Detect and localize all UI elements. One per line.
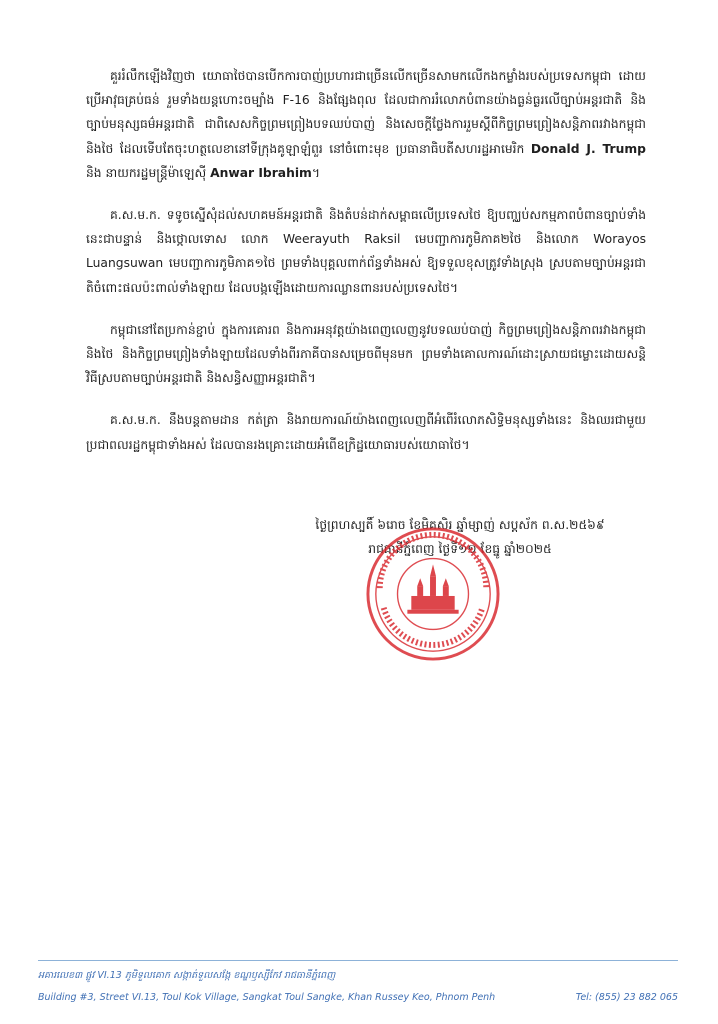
paragraph [86, 203, 646, 300]
paragraph-text: ។ [311, 165, 320, 180]
paragraph [86, 64, 646, 185]
footer-address-en: Building #3, Street VI.13, Toul Kok Village, Sangkat Toul Sangke, Khan Russey Keo, Phnom Penh [38, 992, 496, 1003]
bold-name-text: Anwar Ibrahim [210, 165, 312, 180]
paragraph-text: គ.ស.ម.ក. នឹងបន្តតាមដាន កត់ត្រា និងរាយការណ៍យ៉ាងពេញលេញពីអំពើរំលោភសិទ្ធិមនុស្សទាំងនេះ និងឈរជាមួយប្រជាពលរដ្ឋកម្ពុជាទាំងអស់ ដែលបានរងគ្រោះដោយអំពើឧក្រិដ្ឋយោធារបស់យោធាថៃ។ [86, 413, 646, 452]
date-solar: រាជធានីភ្នំពេញ ថ្ងៃទី១១ ខែធ្នូ ឆ្នាំ២០២៥ [368, 542, 552, 556]
paragraph-text: គួររំលឹកឡើងវិញថា យោធាថៃបានបើកការបាញ់ប្រហារជាច្រើនលើកច្រើនសាមកលើកងកម្លាំងរបស់ប្រទេសកម្ពុជា ដោយប្រើអាវុធគ្រប់ធន់ រួមទាំងយន្តហោះចម្បាំង F-16 និងផ្សែងពុល ដែលជាការរំលោភបំពានយ៉ាងធ្ងន់ធ្ងរលើច្បាប់អន្តរជាតិ និងច្បាប់មនុស្សធម៌អន្តរជាតិ ជាពិសេសកិច្ចព្រមព្រៀងបទឈប់បាញ់ និងសេចក្តីថ្លែងការរួមស្តីពីកិច្ចព្រមព្រៀងសន្តិភាពរវាងកម្ពុជានិងថៃ ដែលទើបតែចុះហត្ថលេខានៅទីក្រុងគូឡាឡំពួរ នៅចំពោះមុខ ប្រធានាធិបតីសហរដ្ឋអាមេរិក [86, 69, 646, 156]
bold-name-text: Donald J. Trump [530, 141, 646, 156]
footer [38, 966, 678, 1003]
footer-address-km: អគារលេខ៣ ផ្លូវ VI.13 ភូមិទួលគោក សង្កាត់ទួលសង្កែ ខណ្ឌឫស្សីកែវ រាជធានីភ្នំពេញ [38, 970, 336, 981]
paragraph [86, 318, 646, 391]
paragraph-text: កម្ពុជានៅតែប្រកាន់ខ្ជាប់ ក្នុងការគោរព និងការអនុវត្តយ៉ាងពេញលេញនូវបទឈប់បាញ់ កិច្ចព្រមព្រៀងសន្តិភាពរវាងកម្ពុជានិងថៃ និងកិច្ចព្រមព្រៀងទាំងឡាយដែលទាំងពីរភាគីបានសម្រេចពីមុនមក ព្រមទាំងគោលការណ៍ដោះស្រាយជម្លោះដោយសន្តិវិធីស្របតាមច្បាប់អន្តរជាតិ និងសន្ធិសញ្ញាអន្តរជាតិ។ [86, 322, 646, 386]
footer-divider [38, 960, 678, 961]
official-seal-stamp [364, 525, 502, 663]
paragraph [86, 408, 646, 456]
paragraph-text: និង នាយករដ្ឋមន្ត្រីម៉ាឡេស៊ី [86, 165, 211, 180]
date-lunar: ថ្ងៃព្រហស្បតិ៍ ៦រោច ខែមិគសិរ ឆ្នាំម្សាញ់ សប្តស័ក ព.ស.២៥៦៩ [315, 518, 605, 532]
footer-phone: Tel: (855) 23 882 065 [575, 992, 678, 1003]
paragraph-text: គ.ស.ម.ក. ទទូចស្នើសុំដល់សហគមន៍អន្តរជាតិ និងតំបន់ដាក់សម្ពាធលើប្រទេសថៃ ឱ្យបញ្ឈប់សកម្មភាពបំពានច្បាប់ទាំងនេះជាបន្ទាន់ និងថ្កោលទោស លោក Weerayuth Raksil មេបញ្ជាការភូមិភាគ២ថៃ និងលោក Worayos Luangsuwan មេបញ្ជាការភូមិភាគ១ថៃ ព្រមទាំងបុគ្គលពាក់ព័ន្ធទាំងអស់ ឱ្យទទួលខុសត្រូវទាំងស្រុង ស្របតាមច្បាប់អន្តរជាតិចំពោះផលប៉ះពាល់ទាំងឡាយ ដែលបង្កឡើងដោយការឈ្លានពានរបស់ប្រទេសថៃ។ [86, 208, 646, 295]
letter-body [86, 64, 646, 475]
